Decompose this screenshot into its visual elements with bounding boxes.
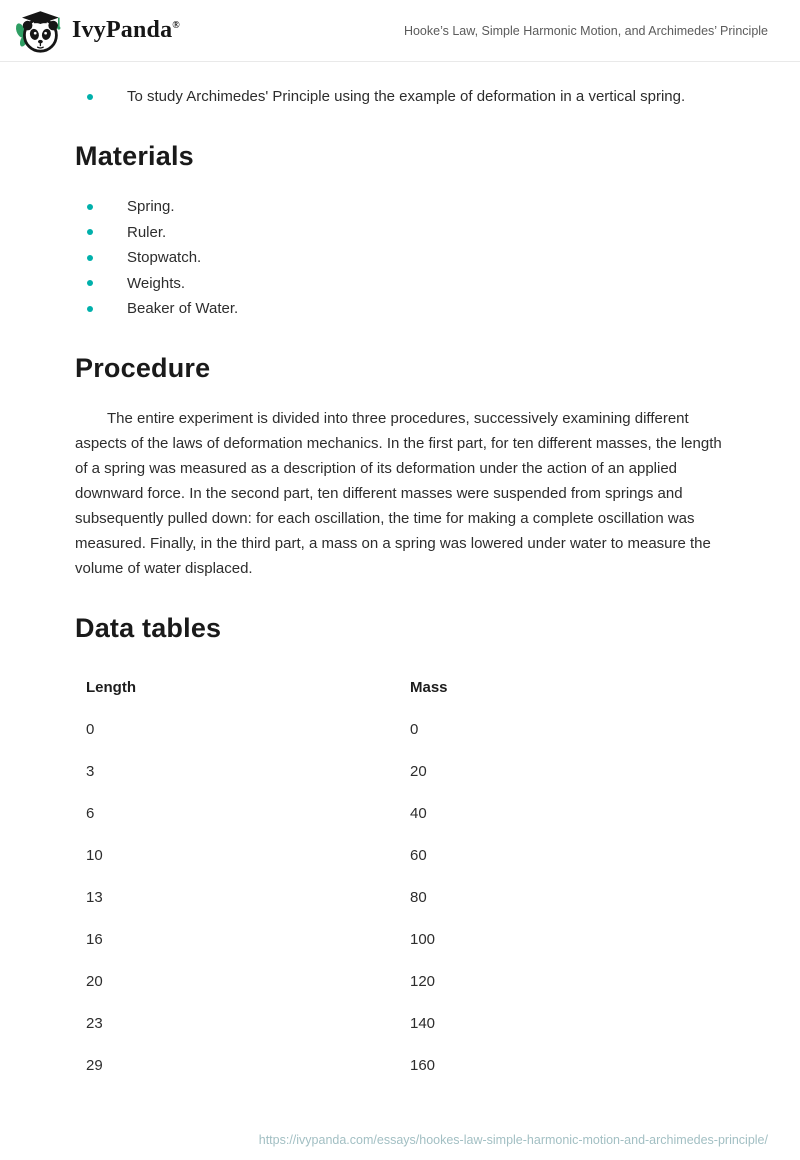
table-cell: 6 (86, 804, 95, 822)
registered-trademark: ® (172, 20, 180, 31)
table-cell: 160 (410, 1056, 436, 1074)
table-cell: 16 (86, 930, 103, 948)
table-row (75, 876, 725, 918)
list-item: To study Archimedes' Principle using the example of deformation in a vertical spring. (75, 84, 725, 109)
table-cell: 140 (410, 1014, 436, 1032)
list-item: Ruler. (75, 220, 725, 245)
list-item: Weights. (75, 271, 725, 296)
list-item: Spring. (75, 194, 725, 219)
table-cell: 0 (410, 720, 419, 738)
table-cell: 0 (86, 720, 95, 738)
procedure-paragraph: The entire experiment is divided into three procedures, successively examining different aspects of the laws of deformation mechanics. In the first part, for ten different masses, the length of a spring was measured as a description of its deformation under the action of an applied downward force. In the second part, ten different masses were suspended from springs and subsequently pulled down: for each oscillation, the time for making a complete oscillation was measured. Finally, in the third part, a mass on a spring was lowered under water to measure the volume of water displaced. (75, 410, 722, 577)
table-cell: 13 (86, 888, 103, 906)
procedure-heading: Procedure (75, 353, 211, 383)
length-mass-table (75, 666, 725, 1086)
table-cell: 29 (86, 1056, 103, 1074)
source-url-link[interactable]: https://ivypanda.com/essays/hookes-law-simple-harmonic-motion-and-archimedes-principle/ (258, 1133, 768, 1147)
column-header-mass: Mass (410, 678, 448, 696)
data-tables-heading: Data tables (75, 613, 222, 643)
table-cell: 120 (410, 972, 436, 990)
table-cell: 20 (86, 972, 103, 990)
table-cell: 20 (410, 762, 427, 780)
table-cell: 40 (410, 804, 427, 822)
table-cell: 60 (410, 846, 427, 864)
table-row (75, 750, 725, 792)
materials-list (75, 194, 725, 321)
table-row (75, 1002, 725, 1044)
table-row (75, 708, 725, 750)
list-item: Stopwatch. (75, 245, 725, 270)
table-row (75, 1044, 725, 1086)
table-cell: 10 (86, 846, 103, 864)
table-row (75, 834, 725, 876)
table-cell: 23 (86, 1014, 103, 1032)
table-cell: 100 (410, 930, 436, 948)
column-header-length: Length (86, 678, 136, 696)
table-cell: 3 (86, 762, 95, 780)
list-item: Beaker of Water. (75, 296, 725, 321)
table-row (75, 918, 725, 960)
table-row (75, 960, 725, 1002)
table-header-row (75, 666, 725, 708)
objective-list (75, 84, 725, 109)
materials-heading: Materials (75, 141, 194, 171)
document-header-title: Hooke’s Law, Simple Harmonic Motion, and Archimedes’ Principle (403, 23, 768, 38)
table-cell: 80 (410, 888, 427, 906)
table-row (75, 792, 725, 834)
brand-name: IvyPanda® (72, 17, 180, 43)
ivypanda-panda-logo-icon (14, 8, 62, 56)
page-header (0, 0, 800, 62)
document-content (0, 84, 800, 1086)
